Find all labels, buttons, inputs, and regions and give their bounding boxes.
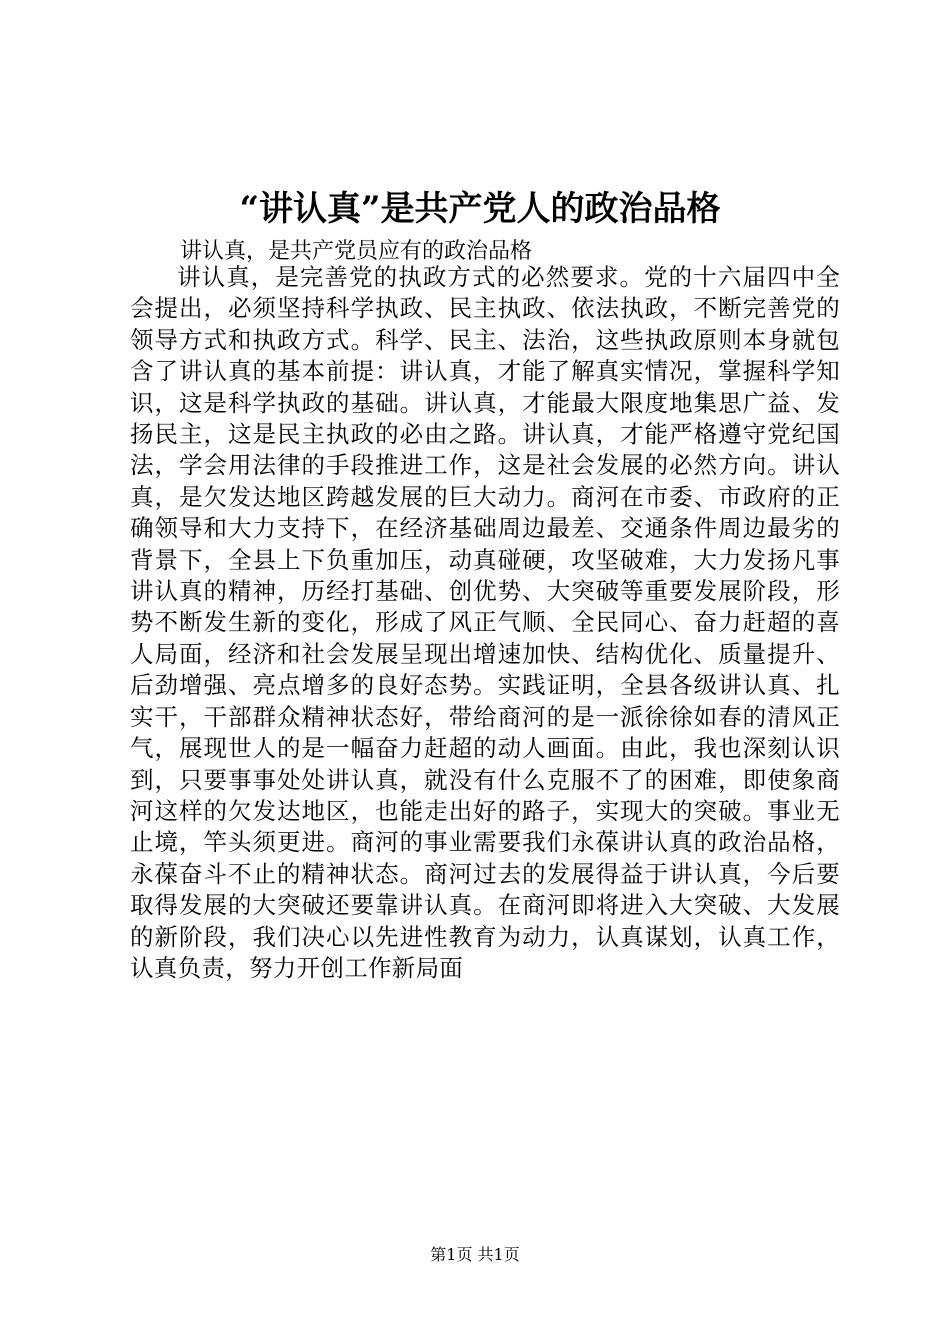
page-number-footer: 第1页 共1页 bbox=[430, 1245, 520, 1264]
body-paragraph: 讲认真，是完善党的执政方式的必然要求。党的十六届四中全会提出，必须坚持科学执政、民主执政、依法执政，不断完善党的领导方式和执政方式。科学、民主、法治，这些执政原则本身就包含了讲认真的基本前提：讲认真，才能了解真实情况，掌握科学知识，这是科学执政的基础。讲认真，才能最大限度地集思广益、发扬民主，这是民主执政的必由之路。讲认真，才能严格遵守党纪国法，学会用法律的手段推进工作，这是社会发展的必然方向。讲认真，是欠发达地区跨越发展的巨大动力。商河在市委、市政府的正确领导和大力支持下，在经济基础周边最差、交通条件周边最劣的背景下，全县上下负重加压，动真碰硬，攻坚破难，大力发扬凡事讲认真的精神，历经打基础、创优势、大突破等重要发展阶段，形势不断发生新的变化，形成了风正气顺、全民同心、奋力赶超的喜人局面，经济和社会发展呈现出增速加快、结构优化、质量提升、后劲增强、亮点增多的良好态势。实践证明，全县各级讲认真、扎实干，干部群众精神状态好，带给商河的是一派徐徐如春的清风正气，展现世人的是一幅奋力赶超的动人画面。由此，我也深刻认识到，只要事事处处讲认真，就没有什么克服不了的困难，即使象商河这样的欠发达地区，也能走出好的路子，实现大的突破。事业无止境，竿头须更进。商河的事业需要我们永葆讲认真的政治品格，永葆奋斗不止的精神状态。商河过去的发展得益于讲认真，今后要取得发展的大突破还要靠讲认真。在商河即将进入大突破、大发展的新阶段，我们决心以先进性教育为动力，认真谋划，认真工作，认真负责，努力开创工作新局面 bbox=[130, 263, 840, 982]
document-title: “讲认真”是共产党人的政治品格 bbox=[239, 189, 721, 229]
document-subtitle: 讲认真，是共产党员应有的政治品格 bbox=[180, 239, 533, 264]
